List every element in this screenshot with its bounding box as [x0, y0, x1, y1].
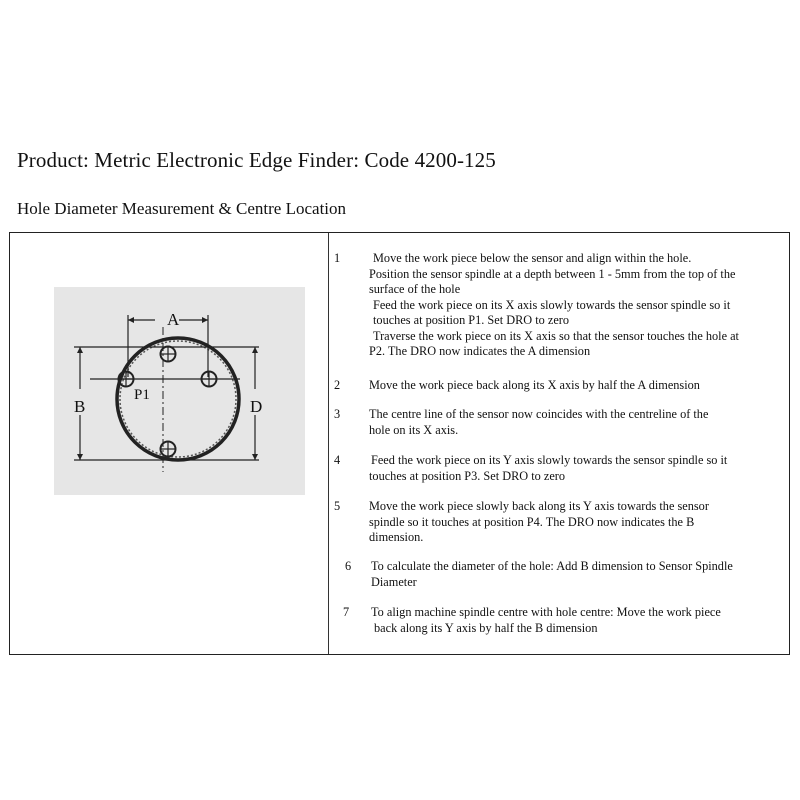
step-number: 3: [334, 407, 341, 421]
step-text: [369, 559, 787, 590]
step-line: Diameter: [371, 574, 417, 589]
step-line: surface of the hole: [369, 282, 461, 296]
step-number: 5: [334, 499, 341, 513]
step-text: [369, 378, 787, 394]
step-line: touches at position P1. Set DRO to zero: [373, 313, 570, 327]
step-text: [369, 605, 787, 636]
step-text: [369, 251, 787, 360]
diagram-svg: [54, 287, 305, 495]
step-number: 2: [334, 378, 341, 392]
step-line: Move the work piece below the sensor and align within the hole.: [373, 251, 692, 265]
step-line: To align machine spindle centre with hole centre: Move the work piece: [371, 605, 721, 619]
step-line: The centre line of the sensor now coincides with the centreline of the: [369, 407, 709, 421]
page-title: Product: Metric Electronic Edge Finder: Code 4200-125: [17, 148, 496, 172]
step-number: 7: [343, 605, 350, 619]
step-line: Traverse the work piece on its X axis so that the sensor touches the hole at: [373, 328, 739, 343]
sensor-p4-icon: [160, 441, 176, 457]
step-text: [369, 499, 787, 546]
step-line: Feed the work piece on its Y axis slowly towards the sensor spindle so it: [371, 453, 728, 467]
step-line: dimension.: [369, 530, 424, 544]
label-d: D: [250, 397, 263, 416]
step-number: 4: [334, 453, 341, 467]
diagram-background: [54, 287, 305, 495]
hole-measurement-diagram: [54, 287, 305, 495]
step-text: [369, 407, 787, 438]
step-line: back along its Y axis by half the B dimension: [374, 620, 598, 635]
step-line: To calculate the diameter of the hole: Add B dimension to Sensor Spindle: [371, 559, 733, 573]
step-text: [369, 453, 787, 484]
section-subtitle: Hole Diameter Measurement & Centre Location: [17, 199, 347, 218]
step-line: Position the sensor spindle at a depth between 1 - 5mm from the top of the: [369, 266, 736, 281]
instruction-table: [9, 232, 790, 655]
sensor-p2-icon: [201, 371, 217, 387]
column-divider: [328, 233, 329, 654]
label-a: A: [167, 310, 180, 329]
label-b: B: [74, 397, 86, 416]
sensor-p1-icon: [118, 371, 134, 387]
step-line: spindle so it touches at position P4. The DRO now indicates the B: [369, 514, 695, 529]
label-p1: P1: [134, 387, 150, 403]
step-number: 1: [334, 251, 341, 265]
step-number: 6: [345, 559, 352, 573]
step-line: touches at position P3. Set DRO to zero: [369, 468, 566, 483]
step-line: Move the work piece back along its X axis by half the A dimension: [369, 378, 700, 392]
step-line: hole on its X axis.: [369, 422, 459, 437]
sensor-p3-icon: [160, 346, 176, 362]
step-line: P2. The DRO now indicates the A dimension: [369, 344, 591, 358]
step-line: Feed the work piece on its X axis slowly towards the sensor spindle so it: [373, 297, 731, 312]
step-line: Move the work piece slowly back along its Y axis towards the sensor: [369, 499, 709, 513]
